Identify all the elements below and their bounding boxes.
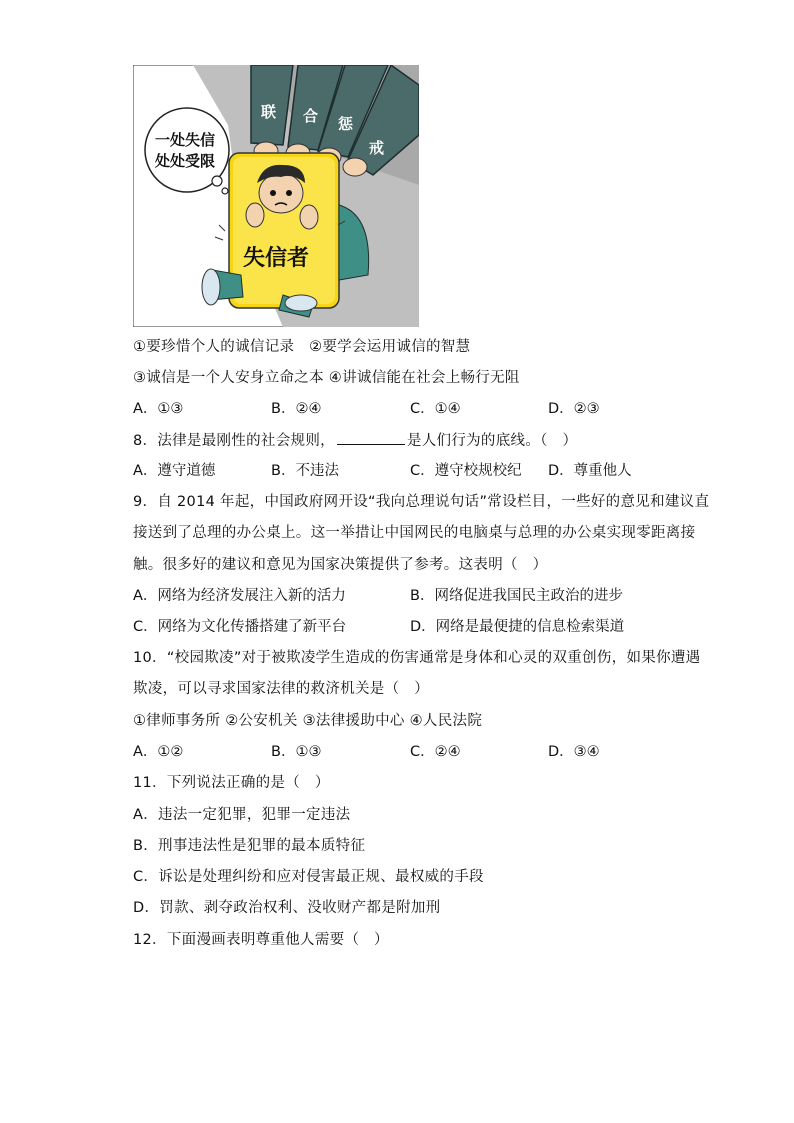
q10-option-a: A．①② — [133, 744, 184, 760]
sign-text: 失信者 — [243, 246, 310, 271]
q8-stem-before: 8．法律是最刚性的社会规则， — [133, 433, 335, 449]
q7-statement-line-1: ①要珍惜个人的诚信记录 ②要学会运用诚信的智慧 — [133, 339, 471, 355]
q8-stem-after: 是人们行为的底线。（ ） — [406, 433, 578, 449]
q8-option-b: B．不违法 — [271, 463, 339, 479]
q10-stem-line-1: 10．“校园欺凌”对于被欺凌学生造成的伤害通常是身体和心灵的双重创伤，如果你遭遇 — [133, 650, 701, 666]
q9-stem-line-1: 9．自 2014 年起，中国政府网开设“我向总理说句话”常设栏目，一些好的意见和建议直 — [133, 494, 710, 510]
q11-option-c: C．诉讼是处理纠纷和应对侵害最正规、最权威的手段 — [133, 869, 484, 885]
q11-option-b: B．刑事违法性是犯罪的最本质特征 — [133, 838, 366, 854]
sleeve-char-3: 惩 — [338, 115, 354, 133]
q8-option-a: A．遵守道德 — [133, 463, 216, 479]
q11-stem: 11．下列说法正确的是（ ） — [133, 775, 330, 791]
q8-stem — [133, 430, 577, 451]
q10-option-c: C．②④ — [410, 744, 461, 760]
q7-option-d: D．②③ — [548, 401, 600, 417]
q12-stem: 12．下面漫画表明尊重他人需要（ ） — [133, 932, 389, 948]
q9-stem-line-2: 接送到了总理的办公桌上。这一举措让中国网民的电脑桌与总理的办公桌实现零距离接 — [133, 525, 696, 541]
q9-stem-line-3: 触。很多好的建议和意见为国家决策提供了参考。这表明（ ） — [133, 557, 548, 573]
q10-stem-line-2: 欺凌，可以寻求国家法律的救济机关是（ ） — [133, 681, 429, 697]
sleeve-char-1: 联 — [261, 103, 277, 121]
q11-option-a: A．违法一定犯罪，犯罪一定违法 — [133, 807, 351, 823]
sleeve-char-2: 合 — [303, 107, 319, 125]
q8-option-d: D．尊重他人 — [548, 463, 632, 479]
bubble-line-1: 一处失信 — [155, 131, 216, 149]
q10-statement: ①律师事务所 ②公安机关 ③法律援助中心 ④人民法院 — [133, 713, 483, 729]
cartoon-image — [133, 65, 419, 327]
q9-option-b: B．网络促进我国民主政治的进步 — [410, 588, 623, 604]
q10-option-d: D．③④ — [548, 744, 600, 760]
q8-option-c: C．遵守校规校纪 — [410, 463, 522, 479]
q10-option-b: B．①③ — [271, 744, 322, 760]
q9-option-c: C．网络为文化传播搭建了新平台 — [133, 619, 347, 635]
bubble-line-2: 处处受限 — [155, 152, 216, 170]
q7-option-b: B．②④ — [271, 401, 322, 417]
sleeve-char-4: 戒 — [369, 139, 385, 157]
q9-option-d: D．网络是最便捷的信息检索渠道 — [410, 619, 625, 635]
q11-option-d: D．罚款、剥夺政治权利、没收财产都是附加刑 — [133, 900, 441, 916]
q7-option-a: A．①③ — [133, 401, 184, 417]
q7-statement-line-2: ③诚信是一个人安身立命之本 ④讲诚信能在社会上畅行无阻 — [133, 370, 520, 386]
q9-option-a: A．网络为经济发展注入新的活力 — [133, 588, 346, 604]
q7-option-c: C．①④ — [410, 401, 461, 417]
q8-blank — [337, 430, 405, 445]
